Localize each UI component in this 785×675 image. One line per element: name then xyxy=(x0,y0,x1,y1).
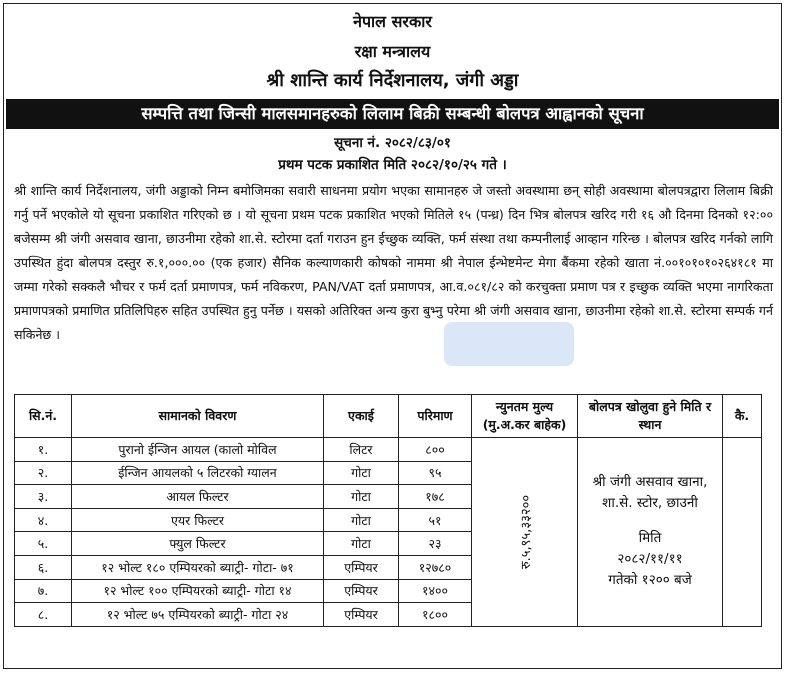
row-unit: गोटा xyxy=(324,485,399,509)
opening-date: २०८२/११/११ xyxy=(617,551,683,568)
notice-title-banner: सम्पत्ति तथा जिन्सी मालसमानहरुको लिलाम बिक्री सम्बन्धी बोलपत्र आह्वानको सूचना xyxy=(6,99,779,129)
opening-place: श्री जंगी असवाव खाना, शा.से. स्टोर, छाउनी xyxy=(592,474,708,512)
remarks-cell xyxy=(723,438,762,627)
header-quantity: परिमाण xyxy=(399,395,472,438)
directorate-name: श्री शान्ति कार्य निर्देशनालय, जंगी अड्डा xyxy=(266,70,519,91)
row-description: १२ भोल्ट ७५ एम्पियरको ब्याट्री- गोटा २४ xyxy=(72,603,324,627)
row-unit: गोटा xyxy=(324,508,399,532)
publication-date: प्रथम पटक प्रकाशित मिति २०८२/१०/२५ गते । xyxy=(278,157,507,173)
row-description: ईन्जिन आयलको ५ लिटरको ग्यालन xyxy=(72,461,324,485)
header-sn: सि.नं. xyxy=(15,395,72,438)
row-unit: एम्पियर xyxy=(324,555,399,579)
row-description: आयल फिल्टर xyxy=(72,485,324,509)
row-sn: २. xyxy=(15,461,72,485)
notice-number: सूचना नं. २०८२/८३/०१ xyxy=(334,135,451,151)
row-quantity: २३ xyxy=(399,532,472,556)
header-description: सामानको विवरण xyxy=(72,395,324,438)
table-row xyxy=(15,438,762,462)
row-description: १२ भोल्ट १०० एम्पियरको ब्याट्री- गोटा १४ xyxy=(72,579,324,603)
row-sn: ५. xyxy=(15,532,72,556)
row-description: एयर फिल्टर xyxy=(72,508,324,532)
min-price-cell xyxy=(472,438,578,627)
opening-date-label: मिति xyxy=(638,530,662,547)
row-sn: १. xyxy=(15,438,72,462)
row-unit: गोटा xyxy=(324,532,399,556)
row-quantity: ९५ xyxy=(399,461,472,485)
header-opening: बोलपत्र खोलुवा हुने मिति र स्थान xyxy=(578,395,723,438)
opening-spacer xyxy=(580,514,720,528)
items-table xyxy=(14,394,762,627)
row-description: १२ भोल्ट १८० एम्पियरको ब्याट्री- गोटा- ७१ xyxy=(72,555,324,579)
opening-info-cell xyxy=(578,438,723,627)
row-quantity: १४०० xyxy=(399,579,472,603)
header-min-price: न्युनतम मुल्य (मु.अ.कर बाहेक) xyxy=(472,395,578,438)
row-quantity: ८०० xyxy=(399,438,472,462)
row-quantity: १७८ xyxy=(399,485,472,509)
row-quantity: ५१ xyxy=(399,508,472,532)
notice-page xyxy=(3,3,782,669)
row-sn: ७. xyxy=(15,579,72,603)
ministry-name: रक्षा मन्त्रालय xyxy=(354,42,431,61)
row-sn: ६. xyxy=(15,555,72,579)
row-unit: एम्पियर xyxy=(324,603,399,627)
header-remarks: कै. xyxy=(723,395,762,438)
table-header-row xyxy=(15,395,762,438)
watermark-logo xyxy=(444,322,574,366)
row-sn: ८. xyxy=(15,603,72,627)
row-quantity: १८०० xyxy=(399,603,472,627)
opening-time: गतेको १२०० बजे xyxy=(608,572,692,589)
row-description: पुरानो ईन्जिन आयल (कालो मोविल xyxy=(72,438,324,462)
min-price-value: रु.५,९५,३३२०० xyxy=(518,494,534,570)
row-quantity: १२७८० xyxy=(399,555,472,579)
government-name: नेपाल सरकार xyxy=(353,12,432,31)
row-unit: एम्पियर xyxy=(324,579,399,603)
row-sn: ४. xyxy=(15,508,72,532)
row-unit: लिटर xyxy=(324,438,399,462)
row-description: फ्युल फिल्टर xyxy=(72,532,324,556)
row-unit: गोटा xyxy=(324,461,399,485)
header-unit: एकाई xyxy=(324,395,399,438)
notice-body-text: श्री शान्ति कार्य निर्देशनालय, जंगी अड्डाको निम्न बमोजिमका सवारी साधनमा प्रयोग भएका सामानहरु जे जस्तो अवस्थामा छन् सोही अवस्थामा बोलपत्रद्वारा लिलाम बिक्री गर्नु पर्ने भएकोले यो सूचना प्रकाशित गरिएको छ । यो सूचना प्रथम पटक प्रकाशित भएको मितिले १५ (पन्ध्र) दिन भित्र बोलपत्र खरिद गरी १६ औ दिनमा दिनको १२:०० बजेसम्म श्री जंगी असवाव खाना, छाउनीमा रहेको शा.से. स्टोरमा दर्ता गराउन हुन ईच्छुक व्यक्ति, फर्म संस्था तथा कम्पनीलाई आव्हान गरिन्छ । बोलपत्र खरिद गर्नको लागि उपस्थित हुंदा बोलपत्र दस्तुर रु.१,०००.०० (एक हजार) सैनिक कल्याणकारी कोषको नाममा श्री नेपाल ईन्भेष्टमेन्ट मेगा बैंकमा रहेको खाता नं.००१०१०१०२६४१८१ मा जम्मा गरेको सक्कलै भौचर र फर्म दर्ता प्रमाणपत्र, फर्म नविकरण, PAN/VAT दर्ता प्रमाणपत्र, आ.व.०८१/८२ को करचुक्ता प्रमाण पत्र र इच्छुक व्यक्ति भएमा नागरिकता प्रमाणपत्रको प्रमाणित प्रतिलिपिहरु सहित उपस्थित हुनु पर्नेछ । यसको अतिरिक्त अन्य कुरा बुभ्नु परेमा श्री जंगी असवाव खाना, छाउनीमा रहेको शा.से. स्टोरमा सम्पर्क गर्न सकिनेछ । xyxy=(14,183,773,342)
row-sn: ३. xyxy=(15,485,72,509)
